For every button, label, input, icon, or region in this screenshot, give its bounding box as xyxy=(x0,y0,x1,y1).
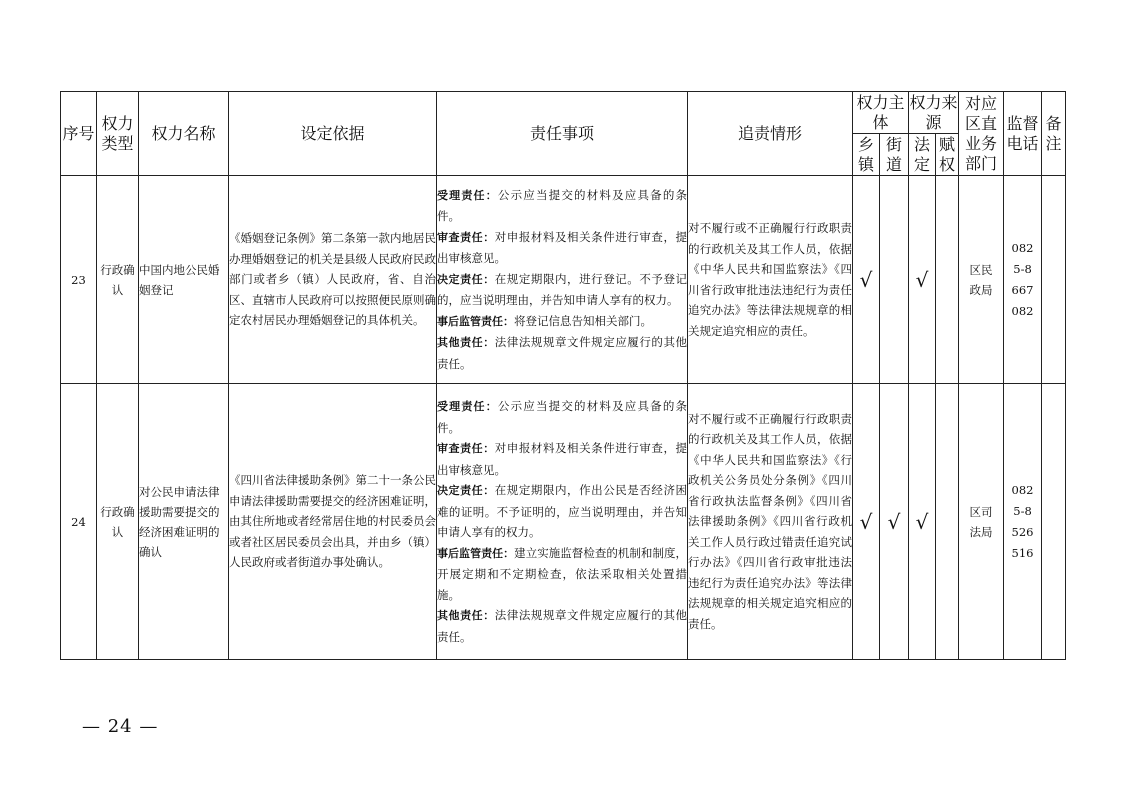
row-law-check: √ xyxy=(909,176,936,384)
row-seq: 24 xyxy=(61,384,97,660)
header-phone: 监督电话 xyxy=(1004,92,1042,176)
resp-item: 审查责任：对申报材料及相关条件进行审查，提出审核意见。 xyxy=(437,229,687,266)
row-basis: 《婚姻登记条例》第二条第一款内地居民办理婚姻登记的机关是县级人民政府民政部门或者乡（镇）人民政府，省、自治区、直辖市人民政府可以按照便民原则确定农村居民办理婚姻登记的具体机关。 xyxy=(229,176,437,384)
header-accountability: 追责情形 xyxy=(688,92,853,176)
row-dept: 区民政局 xyxy=(959,176,1004,384)
row-street-check: √ xyxy=(880,384,909,660)
table-row xyxy=(61,176,1066,384)
row-phone: 082 5-8 526 516 xyxy=(1004,384,1042,660)
header-responsibility: 责任事项 xyxy=(437,92,688,176)
row-dept: 区司法局 xyxy=(959,384,1004,660)
row-responsibility xyxy=(437,176,688,384)
resp-item: 其他责任：法律法规规章文件规定应履行的其他责任。 xyxy=(437,335,687,371)
row-law-check: √ xyxy=(909,384,936,660)
row-type: 行政确认 xyxy=(97,384,139,660)
table-row xyxy=(61,384,1066,660)
page-number: — 24 — xyxy=(82,716,159,737)
header-source: 权力来源 xyxy=(909,92,958,132)
resp-item: 审查责任：对申报材料及相关条件进行审查，提出审核意见。 xyxy=(437,441,687,477)
resp-item: 受理责任：公示应当提交的材料及应具备的条件。 xyxy=(437,187,687,224)
header-seq: 序号 xyxy=(61,92,97,176)
header-name: 权力名称 xyxy=(139,92,229,176)
header-basis: 设定依据 xyxy=(229,92,437,176)
row-accountability: 对不履行或不正确履行行政职责的行政机关及其工作人员，依据《中华人民共和国监察法》《四川省行政审批违法违纪行为责任追究办法》等法律法规规章的相关规定追究相应的责任。 xyxy=(688,176,853,384)
row-responsibility xyxy=(437,384,688,660)
resp-item: 决定责任：在规定期限内，进行登记。不予登记的，应当说明理由，并告知申请人享有的权力。 xyxy=(437,271,687,308)
row-remark xyxy=(1042,384,1066,660)
header-source-grant: 赋权 xyxy=(936,134,959,176)
header-subject-street: 街道 xyxy=(880,134,909,176)
row-grant-check xyxy=(936,384,959,660)
row-name: 对公民申请法律援助需要提交的经济困难证明的确认 xyxy=(139,384,229,660)
resp-item: 事后监管责任：建立实施监督检查的机制和制度，开展定期和不定期检查，依法采取相关处置措施。 xyxy=(437,545,688,602)
row-accountability: 对不履行或不正确履行行政职责的行政机关及其工作人员，依据《中华人民共和国监察法》《行政机关公务员处分条例》《四川省行政执法监督条例》《四川省法律援助条例》《四川省行政机关工作人员行政过错责任追究试行办法》《四川省行政审批违法违纪行为责任追究办法》等法律法规规章的相关规定追究相应的责任。 xyxy=(688,384,853,660)
header-source-law: 法定 xyxy=(909,134,936,176)
row-basis: 《四川省法律援助条例》第二十一条公民申请法律援助需要提交的经济困难证明，由其住所地或者经常居住地的村民委员会或者社区居民委员会出具，并由乡（镇）人民政府或者街道办事处确认。 xyxy=(229,384,437,660)
row-town-check: √ xyxy=(853,384,880,660)
header-type: 权力类型 xyxy=(97,92,139,176)
row-street-check xyxy=(880,176,909,384)
power-list-table xyxy=(60,91,1066,660)
row-seq: 23 xyxy=(61,176,97,384)
header-subject: 权力主体 xyxy=(853,92,909,134)
header-remark: 备注 xyxy=(1042,92,1066,176)
row-phone: 082 5-8 667 082 xyxy=(1004,176,1042,384)
resp-item: 事后监管责任：将登记信息告知相关部门。 xyxy=(437,313,652,328)
row-remark xyxy=(1042,176,1066,384)
row-grant-check xyxy=(936,176,959,384)
row-town-check: √ xyxy=(853,176,880,384)
resp-item: 其他责任：法律法规规章文件规定应履行的其他责任。 xyxy=(437,608,687,644)
resp-item: 受理责任：公示应当提交的材料及应具备的条件。 xyxy=(437,399,687,435)
header-dept: 对应区直业务部门 xyxy=(959,92,1004,176)
resp-item: 决定责任：在规定期限内，作出公民是否经济困难的证明。不予证明的，应当说明理由，并告知申请人享有的权力。 xyxy=(437,483,687,539)
row-type: 行政确认 xyxy=(97,176,139,384)
row-name: 中国内地公民婚姻登记 xyxy=(139,176,229,384)
header-subject-town: 乡镇 xyxy=(853,134,880,176)
